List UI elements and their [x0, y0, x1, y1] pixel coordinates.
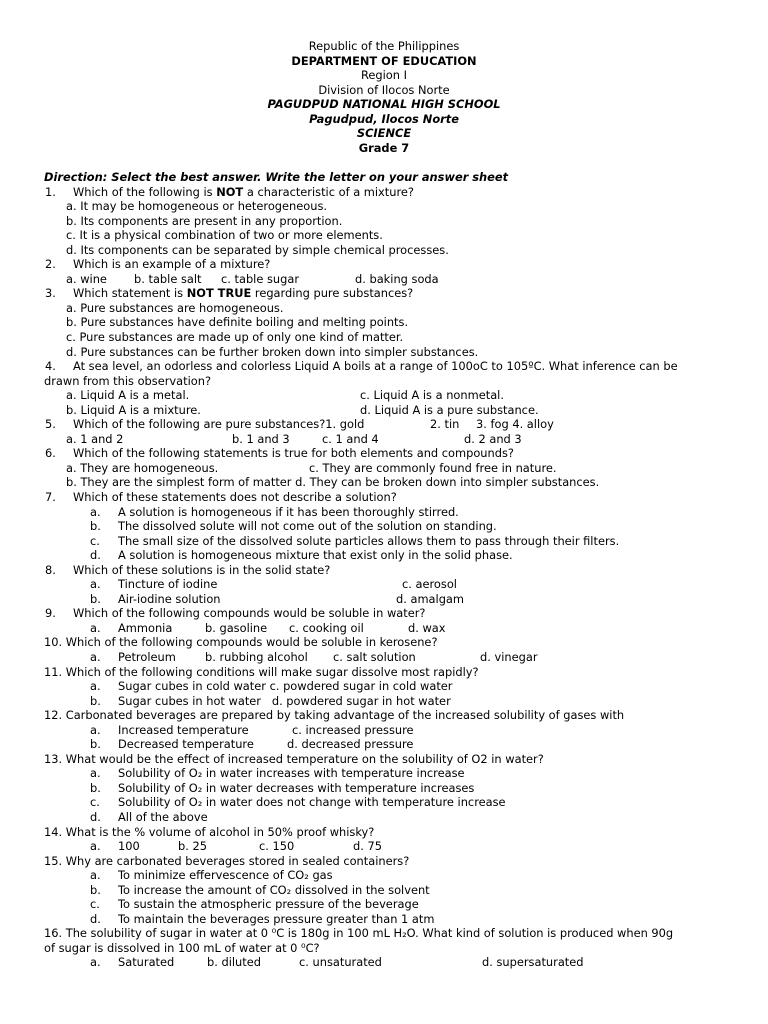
option-d: d. decreased pressure [287, 737, 414, 752]
question-number: 7. [45, 489, 56, 504]
option-c: c. 1 and 4 [322, 431, 379, 446]
option-c: c. It is a physical combination of two or more elements. [66, 228, 383, 243]
question-3 [44, 286, 734, 301]
header-school: PAGUDPUD NATIONAL HIGH SCHOOL [267, 97, 501, 112]
option-a: Saturated [118, 955, 175, 970]
option-b-d: b. Sugar cubes in hot water d. powdered sugar in hot water [90, 693, 451, 708]
option-c: c. Solubility of O₂ in water does not change with temperature increase [90, 795, 506, 810]
items-3-4: 3. fog 4. alloy [476, 417, 554, 432]
question-number: 9. [45, 606, 56, 621]
option-d: d. Liquid A is a pure substance. [360, 402, 539, 417]
option-b: b. rubbing alcohol [205, 650, 308, 664]
option-c: c. unsaturated [299, 955, 382, 970]
option-d: d. baking soda [355, 271, 439, 286]
option-d: d. Its components can be separated by simple chemical processes. [66, 242, 449, 257]
option-b: b. diluted [207, 955, 261, 970]
option-a: Tincture of iodine [118, 577, 218, 592]
option-b: b. To increase the amount of CO₂ dissolved in the solvent [90, 882, 430, 897]
question-5 [44, 417, 734, 432]
option-c: c. salt solution [333, 650, 416, 664]
option-row: a. Ammonia b. gasoline c. cooking oil d. wax [90, 620, 446, 635]
option-a: Petroleum [118, 650, 176, 664]
option-row: b. Decreased temperature d. decreased pressure [90, 737, 414, 752]
header-address: Pagudpud, Ilocos Norte [309, 111, 459, 126]
question-number: 1. [45, 184, 56, 199]
question-6 [44, 446, 734, 461]
option-row [44, 403, 734, 418]
option-c: c. table sugar [221, 271, 300, 286]
option-row: a. 100 b. 25 c. 150 d. 75 [90, 839, 382, 854]
question-12 [44, 708, 734, 723]
question-text: 12. Carbonated beverages are prepared by taking advantage of the increased solubility of gases with [44, 708, 625, 723]
question-text: Which of the following are pure substances?1. gold [73, 417, 365, 432]
option-c: c. Pure substances are made up of only one kind of matter. [66, 329, 404, 344]
option-row: a. Increased temperature c. increased pressure [90, 722, 414, 737]
option-c: c. increased pressure [292, 722, 414, 737]
question-text-continued: drawn from this observation? [44, 373, 211, 388]
option-c: c. aerosol [402, 577, 457, 592]
option-c: c. 150 [259, 839, 295, 854]
option-c: c. Liquid A is a nonmetal. [360, 388, 504, 403]
option-row [44, 461, 734, 476]
question-16 [44, 926, 734, 941]
question-10 [44, 635, 734, 650]
question-text: 15. Why are carbonated beverages stored in sealed containers? [44, 853, 410, 868]
option-b-d: b. They are the simplest form of matter d. They can be broken down into simpler substances. [66, 475, 600, 490]
option-row [44, 388, 734, 403]
header-grade: Grade 7 [358, 140, 410, 155]
question-text: Which is an example of a mixture? [73, 257, 271, 272]
option-row: a. Petroleum b. rubbing alcohol c. salt solution d. vinegar [90, 650, 538, 664]
question-1 [44, 185, 734, 200]
option-c: c. They are commonly found free in nature. [309, 460, 557, 475]
option-a: a. They are homogeneous. [66, 460, 219, 475]
option-d: d. 75 [353, 839, 382, 854]
option-d: d. All of the above [90, 810, 208, 825]
option-b: b. The dissolved solute will not come out of the solution on standing. [90, 519, 497, 534]
option-a: Increased temperature [118, 722, 249, 737]
option-b: Decreased temperature [118, 737, 254, 752]
question-number: 4. [45, 359, 56, 374]
document-header [0, 39, 768, 155]
option-a-c: a. Sugar cubes in cold water c. powdered sugar in cold water [90, 679, 453, 694]
option-b: b. gasoline [205, 620, 268, 635]
option-a: Ammonia [118, 620, 173, 635]
option-b: b. table salt [134, 271, 202, 286]
option-a: a. A solution is homogeneous if it has been thoroughly stirred. [90, 504, 459, 519]
option-a: 100 [118, 839, 140, 854]
item-2: 2. tin [430, 417, 460, 432]
question-number: 2. [45, 257, 56, 272]
question-number: 8. [45, 562, 56, 577]
option-row [44, 432, 734, 447]
question-9 [44, 606, 734, 621]
question-text: Which of these solutions is in the solid state? [73, 562, 331, 577]
question-8 [44, 563, 734, 578]
question-text: 10. Which of the following compounds would be soluble in kerosene? [44, 635, 438, 650]
header-subject: SCIENCE [356, 126, 412, 141]
question-text: Which of these statements does not describe a solution? [73, 489, 397, 504]
emphasis: NOT [216, 184, 244, 199]
option-d: d. A solution is homogeneous mixture that exist only in the solid phase. [90, 548, 513, 563]
option-d: d. wax [408, 620, 446, 635]
question-2 [44, 257, 734, 272]
question-text: Which of the following is NOT a characteristic of a mixture? [73, 184, 414, 199]
option-b: Air-iodine solution [118, 591, 221, 606]
option-c: c. The small size of the dissolved solute particles allows them to pass through their filters. [90, 533, 620, 548]
header-republic: Republic of the Philippines [308, 39, 460, 53]
direction-text: Direction: Select the best answer. Write the letter on your answer sheet [44, 170, 509, 184]
emphasis: NOT TRUE [186, 286, 252, 301]
option-d: d. amalgam [396, 591, 464, 606]
header-division: Division of Ilocos Norte [318, 82, 450, 97]
question-13 [44, 752, 734, 767]
question-text: Which of the following compounds would be soluble in water? [73, 606, 426, 621]
option-b: b. Solubility of O₂ in water decreases with temperature increases [90, 780, 475, 795]
option-c: c. To sustain the atmospheric pressure of the beverage [90, 897, 419, 912]
option-d: d. vinegar [480, 650, 538, 664]
option-row: b. Air-iodine solution d. amalgam [90, 591, 464, 606]
header-department: DEPARTMENT OF EDUCATION [291, 53, 477, 68]
option-d: d. supersaturated [482, 955, 584, 970]
question-text: 11. Which of the following conditions will make sugar dissolve most rapidly? [44, 664, 479, 679]
question-text: Which of the following statements is true for both elements and compounds? [73, 446, 514, 461]
question-7 [44, 490, 734, 505]
option-b: b. Liquid A is a mixture. [66, 402, 201, 417]
option-b: b. 1 and 3 [232, 431, 290, 446]
option-b: b. Its components are present in any proportion. [66, 213, 343, 228]
option-row: a. Tincture of iodine c. aerosol [90, 577, 457, 592]
option-c: c. cooking oil [289, 620, 364, 635]
option-d: d. 2 and 3 [464, 431, 522, 446]
option-d: d. Pure substances can be further broken down into simpler substances. [66, 344, 479, 359]
question-text: Which statement is NOT TRUE regarding pure substances? [73, 286, 414, 301]
option-a: a. To minimize effervescence of CO₂ gas [90, 868, 333, 883]
question-number: 5. [45, 417, 56, 432]
option-row [44, 272, 734, 287]
question-list [44, 185, 734, 971]
question-number: 6. [45, 446, 56, 461]
question-14 [44, 825, 734, 840]
question-text: 13. What would be the effect of increased temperature on the solubility of O2 in water? [44, 751, 544, 766]
question-number: 3. [45, 286, 56, 301]
question-text: At sea level, an odorless and colorless Liquid A boils at a range of 100oC to 105ºC. What inference can be [73, 359, 678, 374]
option-a: a. Solubility of O₂ in water increases with temperature increase [90, 766, 465, 781]
option-row: a. Saturated b. diluted c. unsaturated d. supersaturated [90, 955, 584, 970]
question-4 [44, 359, 734, 374]
option-a: a. It may be homogeneous or heterogeneous. [66, 199, 328, 214]
question-text: 16. The solubility of sugar in water at 0 ⁰C is 180g in 100 mL H₂O. What kind of solution is produced when 90g [44, 926, 674, 941]
option-a: a. Pure substances are homogeneous. [66, 300, 284, 315]
option-b: b. Pure substances have definite boiling and melting points. [66, 315, 409, 330]
option-a: a. wine [66, 271, 107, 286]
option-b: b. 25 [178, 839, 207, 854]
question-text-continued: of sugar is dissolved in 100 mL of water at 0 ⁰C? [44, 940, 320, 955]
option-row [44, 475, 734, 490]
option-a: a. 1 and 2 [66, 431, 124, 446]
question-11 [44, 665, 734, 680]
option-a: a. Liquid A is a metal. [66, 388, 190, 403]
header-region: Region I [361, 68, 407, 83]
question-text: 14. What is the % volume of alcohol in 50% proof whisky? [44, 824, 375, 839]
question-15 [44, 854, 734, 869]
option-d: d. To maintain the beverages pressure greater than 1 atm [90, 911, 435, 926]
